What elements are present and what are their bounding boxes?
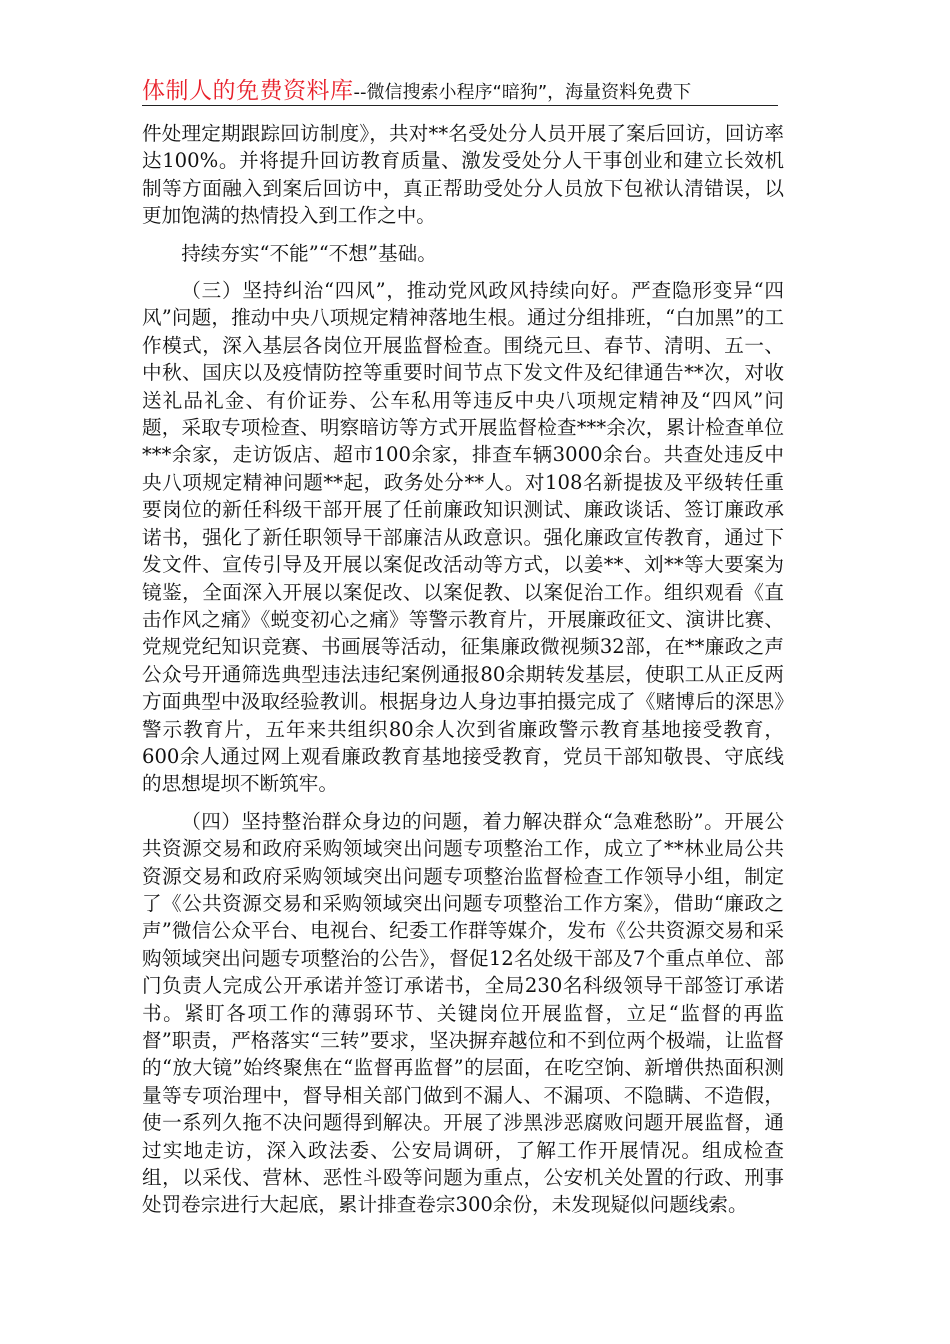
document-body	[142, 120, 784, 1219]
header-brand: 体制人的免费资料库	[142, 78, 354, 104]
paragraph-section-3: （三）坚持纠治“四风”，推动党风政风持续向好。严查隐形变异“四风”问题，推动中央八项规定精神落地生根。通过分组排班，“白加黑”的工作模式，深入基层各岗位开展监督检查。围绕元旦、春节、清明、五一、中秋、国庆以及疫情防控等重要时间节点下发文件及纪律通告**次，对收送礼品礼金、有价证券、公车私用等违反中央八项规定精神及“四风”问题，采取专项检查、明察暗访等方式开展监督检查***余次，累计检查单位***余家，走访饭店、超市100余家，排查车辆3000余台。共查处违反中央八项规定精神问题**起，政务处分**人。对108名新提拔及平级转任重要岗位的新任科级干部开展了任前廉政知识测试、廉政谈话、签订廉政承诺书，强化了新任职领导干部廉洁从政意识。强化廉政宣传教育，通过下发文件、宣传引导及开展以案促改活动等方式，以姜**、刘**等大要案为镜鉴，全面深入开展以案促改、以案促教、以案促治工作。组织观看《直击作风之痛》《蜕变初心之痛》等警示教育片，开展廉政征文、演讲比赛、党规党纪知识竞赛、书画展等活动，征集廉政微视频32部，在**廉政之声公众号开通筛选典型违法违纪案例通报80余期转发基层，使职工从正反两方面典型中汲取经验教训。根据身边人身边事拍摄完成了《赌博后的深思》警示教育片，五年来共组织80余人次到省廉政警示教育基地接受教育，600余人通过网上观看廉政教育基地接受教育，党员干部知敬畏、守底线的思想堤坝不断筑牢。	[142, 279, 784, 796]
paragraph-subheading: 持续夯实“不能”“不想”基础。	[181, 241, 437, 265]
paragraph-section-4: （四）坚持整治群众身边的问题，着力解决群众“急难愁盼”。开展公共资源交易和政府采购领域突出问题专项整治工作，成立了**林业局公共资源交易和政府采购领域突出问题专项整治监督检查工作领导小组，制定了《公共资源交易和采购领域突出问题专项整治工作方案》，借助“廉政之声”微信公众平台、电视台、纪委工作群等媒介，发布《公共资源交易和采购领域突出问题专项整治的公告》，督促12名处级干部及7个重点单位、部门负责人完成公开承诺并签订承诺书，全局230名科级领导干部签订承诺书。紧盯各项工作的薄弱环节、关键岗位开展监督，立足“监督的再监督”职责，严格落实“三转”要求，坚决摒弃越位和不到位两个极端，让监督的“放大镜”始终聚焦在“监督再监督”的层面，在吃空饷、新增供热面积测量等专项治理中，督导相关部门做到不漏人、不漏项、不隐瞒、不造假，使一系列久拖不决问题得到解决。开展了涉黑涉恶腐败问题开展监督，通过实地走访，深入政法委、公安局调研，了解工作开展情况。组成检查组，以采伐、营林、恶性斗殴等问题为重点，公安机关处置的行政、刑事处罚卷宗进行大起底，累计排查卷宗300余份，未发现疑似问题线索。	[142, 809, 784, 1217]
page-header	[142, 72, 778, 104]
header-divider	[142, 105, 778, 106]
paragraph-continuation: 件处理定期跟踪回访制度》，共对**名受处分人员开展了案后回访，回访率达100%。并将提升回访教育质量、激发受处分人干事创业和建立长效机制等方面融入到案后回访中，真正帮助受处分人员放下包袱认清错误，以更加饱满的热情投入到工作之中。	[142, 122, 784, 228]
header-tagline: --微信搜索小程序“暗狗”，海量资料免费下	[353, 82, 692, 103]
